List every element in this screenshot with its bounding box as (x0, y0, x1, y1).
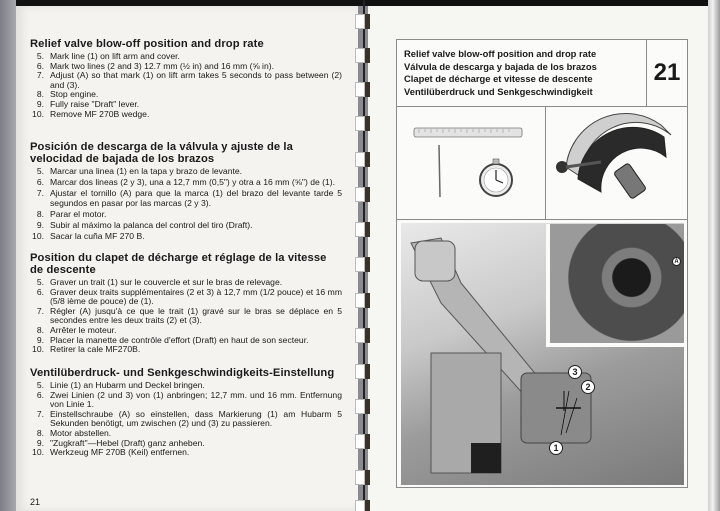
title-spanish: Válvula de descarga y bajada de los brazos (404, 60, 597, 72)
step-item: 10. Remove MF 270B wedge. (32, 108, 150, 119)
step-item: 7. Régler (A) jusqu'à ce que le trait (1) gravé sur le bras se déplace en 5 secondes entre les deux traits (2) et (3). (36, 305, 342, 326)
lift-arm-photo (401, 223, 684, 485)
step-item: 9. "Zugkraft"—Hebel (Draft) ganz anheben. (36, 437, 205, 448)
step-item: 10. Retirer la cale MF270B. (32, 344, 141, 355)
binding-ring (355, 293, 371, 308)
step-item: 7. Ajustar el tornillo (A) para que la marca (1) del brazo del levante tarde 5 segundos en pasar por las marcas (2 y 3). (36, 188, 342, 208)
callout-1: 1 (549, 441, 563, 455)
step-item: 8. Arrêter le moteur. (36, 324, 117, 335)
step-item: 9. Placer la manette de contrôle d'effort (Draft) en haut de son secteur. (36, 334, 309, 345)
step-item: 5. Mark line (1) on lift arm and cover. (36, 51, 180, 61)
binding-ring (355, 364, 371, 379)
binding-ring (355, 82, 371, 97)
title-box (396, 39, 688, 107)
binding-ring (355, 500, 371, 511)
ruler-scriber-stopwatch-icon (397, 107, 545, 219)
step-item: 6. Graver deux traits supplémentaires (2 et 3) à 12,7 mm (1/2 pouce) et 16 mm (5/8 ième de pouce) de (1). (36, 286, 342, 307)
tools-illustration (396, 107, 688, 220)
step-item: 6. Mark two lines (2 and 3) 12.7 mm (½ in) and 16 mm (⅝ in). (36, 60, 274, 71)
spiral-binding (352, 0, 374, 511)
binding-ring (355, 328, 371, 343)
step-item: 6. Zwei Linien (2 und 3) von (1) anbringen; 12,7 mm. und 16 mm. Entfernung von Linie 1. (36, 389, 342, 410)
step-item: 5. Graver un trait (1) sur le couvercle et sur le bras de relevage. (36, 277, 283, 287)
step-item: 10. Werkzeug MF 270B (Keil) entfernen. (32, 447, 190, 458)
callout-a: A (672, 257, 681, 266)
step-item: 5. Marcar una linea (1) en la tapa y brazo de levante. (36, 166, 243, 176)
inset-photo-valve (546, 224, 684, 347)
section-heading: Posición de descarga de la válvula y ajuste de la velocidad de bajada de los brazos (30, 141, 293, 165)
background-left (0, 0, 16, 511)
step-item: 5. Linie (1) an Hubarm und Deckel bringen. (36, 380, 205, 390)
step-item: 9. Subir al máximo la palanca del control del tiro (Draft). (36, 219, 253, 230)
step-item: 7. Einstellschraube (A) so einstellen, dass Markierung (1) am Hubarm 5 Sekunden benötigt, um zwischen (2) und (3) zu passieren. (36, 408, 342, 429)
section-heading: Relief valve blow-off position and drop rate (30, 38, 264, 50)
step-item: 8. Motor abstellen. (36, 427, 112, 438)
binding-ring (355, 399, 371, 414)
binding-ring (355, 116, 371, 131)
section-english (30, 38, 342, 119)
step-item: 10. Sacar la cuña MF 270 B. (32, 231, 145, 242)
section-spanish (30, 141, 342, 243)
section-german (30, 367, 342, 458)
callout-2: 2 (581, 380, 595, 394)
book-right-edge (708, 0, 720, 511)
step-list (30, 52, 342, 119)
section-heading: Position du clapet de décharge et réglage de la vitesse de descente (30, 252, 327, 276)
adjustment-photo-frame (396, 220, 688, 488)
binding-ring (355, 187, 371, 202)
step-item: 8. Parar el motor. (36, 208, 107, 219)
section-number: 21 (653, 59, 681, 86)
step-item: 7. Adjust (A) so that mark (1) on lift arm takes 5 seconds to pass between (2) and (3). (36, 70, 342, 90)
binding-ring (355, 434, 371, 449)
step-item: 9. Fully raise "Draft" lever. (36, 98, 140, 109)
step-item: 6. Marcar dos lineas (2 y 3), una a 12,7 mm (0,5") y otra a 16 mm (⅝") de (1). (36, 177, 336, 188)
title-english: Relief valve blow-off position and drop rate (404, 48, 597, 59)
step-list (30, 381, 342, 458)
section-heading: Ventilüberdruck- und Senkgeschwindigkeits-Einstellung (30, 367, 335, 379)
section-french (30, 252, 342, 355)
quadrant-lever-icon (546, 107, 689, 219)
callout-3: 3 (568, 365, 582, 379)
binding-ring (355, 470, 371, 485)
binding-ring (355, 222, 371, 237)
step-item: 8. Stop engine. (36, 89, 99, 100)
title-french: Clapet de décharge et vitesse de descente (404, 73, 593, 84)
binding-ring (355, 152, 371, 167)
title-german: Ventilüberdruck und Senkgeschwindigkeit (404, 85, 593, 97)
step-list (30, 167, 342, 242)
binding-ring (355, 257, 371, 272)
multilingual-title (404, 48, 642, 98)
step-list (30, 278, 342, 355)
binding-ring (355, 48, 371, 63)
binding-ring (355, 14, 371, 29)
page-number: 21 (30, 497, 41, 507)
